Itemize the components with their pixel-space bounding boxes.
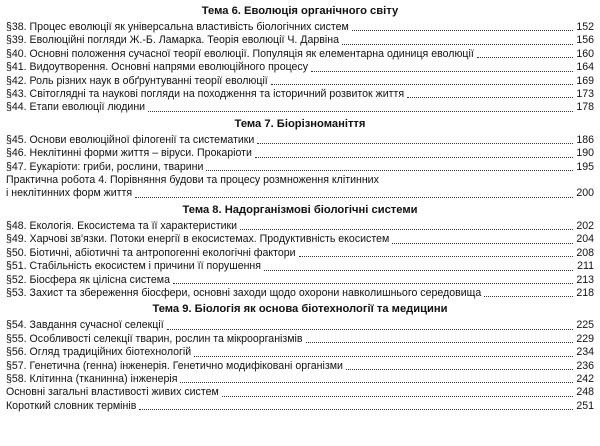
entry-title: §56. Огляд традиційних біотехнологій bbox=[6, 346, 192, 359]
section-theme-9 bbox=[6, 302, 594, 413]
section-heading: Тема 6. Еволюція органічного світу bbox=[201, 5, 399, 17]
entry-page: 173 bbox=[576, 88, 594, 101]
entry-title: §45. Основи еволюційної філогенії та систематики bbox=[6, 133, 255, 146]
practical-title-line2-wrap bbox=[6, 187, 594, 200]
dot-leader bbox=[173, 283, 573, 284]
entry-page: 204 bbox=[576, 233, 594, 246]
entry-title: §44. Етапи еволюції людини bbox=[6, 101, 146, 114]
entry-title: §49. Харчові зв'язки. Потоки енергії в екосистемах. Продуктивність екосистем bbox=[6, 233, 390, 246]
entry-title: §53. Захист та збереження біосфери, основні заходи щодо охорони навколишнього середовища bbox=[6, 286, 482, 299]
section-heading: Тема 8. Надорганізмові біологічні системи bbox=[182, 203, 418, 216]
dot-leader bbox=[206, 170, 573, 171]
entry-title: §54. Завдання сучасної селекції bbox=[6, 319, 164, 332]
entry-page: 248 bbox=[576, 386, 594, 399]
section-theme-8 bbox=[6, 203, 594, 300]
toc-entry[interactable] bbox=[6, 386, 594, 399]
practical-title-block bbox=[6, 174, 594, 201]
dot-leader bbox=[194, 356, 573, 357]
toc-entry[interactable] bbox=[6, 34, 594, 47]
toc-entry[interactable] bbox=[6, 61, 594, 74]
entry-list bbox=[6, 319, 594, 413]
entry-page: 164 bbox=[576, 61, 594, 74]
entry-page: 213 bbox=[576, 273, 594, 286]
toc-entry[interactable] bbox=[6, 220, 594, 233]
dot-leader bbox=[257, 143, 573, 144]
entry-title: §41. Видоутворення. Основні напрями еволюційного процесу bbox=[6, 61, 309, 74]
dot-leader bbox=[346, 369, 573, 370]
toc-entry[interactable] bbox=[6, 274, 594, 287]
entry-title: §55. Особливості селекції тварин, рослин та мікроорганізмів bbox=[6, 332, 303, 345]
toc-entry[interactable] bbox=[6, 287, 594, 300]
entry-page: 218 bbox=[576, 286, 594, 299]
entry-page: 169 bbox=[576, 74, 594, 87]
entry-page: 229 bbox=[576, 332, 594, 345]
toc-entry[interactable] bbox=[6, 48, 594, 61]
entry-page: 195 bbox=[576, 160, 594, 173]
entry-title: §47. Еукаріоти: гриби, рослини, тварини bbox=[6, 160, 204, 173]
dot-leader bbox=[477, 57, 573, 58]
dot-leader bbox=[148, 111, 573, 112]
toc-entry[interactable] bbox=[6, 21, 594, 34]
dot-leader bbox=[484, 296, 573, 297]
dot-leader bbox=[306, 342, 573, 343]
section-theme-6 bbox=[6, 4, 594, 115]
entry-title: §57. Генетична (генна) інженерія. Генетично модифіковані організми bbox=[6, 359, 343, 372]
dot-leader bbox=[222, 396, 573, 397]
toc-entry[interactable] bbox=[6, 161, 594, 174]
entry-page: 160 bbox=[576, 47, 594, 60]
dot-leader bbox=[299, 256, 573, 257]
entry-page: 156 bbox=[576, 34, 594, 47]
entry-list bbox=[6, 21, 594, 115]
section-heading: Тема 7. Біорізноманіття bbox=[234, 117, 366, 130]
entry-page: 236 bbox=[576, 359, 594, 372]
entry-page: 202 bbox=[576, 219, 594, 232]
dot-leader bbox=[342, 44, 573, 45]
dot-leader bbox=[167, 329, 573, 330]
entry-title: §52. Біосфера як цілісна система bbox=[6, 273, 170, 286]
dot-leader bbox=[255, 157, 573, 158]
toc-entry[interactable] bbox=[6, 247, 594, 260]
dot-leader bbox=[352, 30, 573, 31]
section-heading: Тема 9. Біологія як основа біотехнології та медицини bbox=[152, 303, 448, 316]
dot-leader bbox=[392, 243, 573, 244]
toc-entry[interactable] bbox=[6, 134, 594, 147]
section-theme-7 bbox=[6, 117, 594, 201]
toc-entry[interactable] bbox=[6, 233, 594, 246]
entry-title: §40. Основні положення сучасної теорії еволюції. Популяція як елементарна одиниця еволюції bbox=[6, 47, 474, 60]
entry-page: 208 bbox=[576, 246, 594, 259]
entry-page: 190 bbox=[576, 147, 594, 160]
entry-title: §43. Світоглядні та наукові погляди на походження та історичний розвиток життя bbox=[6, 88, 405, 101]
entry-title: §42. Роль різних наук в обґрунтуванні теорії еволюції bbox=[6, 74, 268, 87]
entry-title: §58. Клітинна (тканинна) інженерія bbox=[6, 372, 178, 385]
toc-entry[interactable] bbox=[6, 319, 594, 332]
dot-leader bbox=[407, 97, 573, 98]
toc-entry[interactable] bbox=[6, 346, 594, 359]
toc-entry[interactable] bbox=[6, 260, 594, 273]
toc-entry[interactable] bbox=[6, 101, 594, 114]
entry-page: 186 bbox=[576, 133, 594, 146]
entry-title: §48. Екологія. Екосистема та її характеристики bbox=[6, 219, 238, 232]
entry-title: §38. Процес еволюції як універсальна властивість біологічних систем bbox=[6, 21, 349, 33]
toc-entry[interactable] bbox=[6, 88, 594, 101]
toc-entry-practical[interactable] bbox=[6, 174, 594, 201]
dot-leader bbox=[180, 382, 573, 383]
dot-leader bbox=[271, 84, 573, 85]
practical-title-line2: і неклітинних форм життя bbox=[6, 187, 133, 200]
dot-leader bbox=[264, 270, 573, 271]
toc-entry[interactable] bbox=[6, 360, 594, 373]
dot-leader bbox=[311, 71, 573, 72]
entry-page: 178 bbox=[576, 101, 594, 114]
dot-leader bbox=[139, 409, 573, 410]
entry-page: 251 bbox=[576, 399, 594, 412]
entry-list bbox=[6, 220, 594, 300]
practical-title-line1: Практична робота 4. Порівняння будови та процесу розмноження клітинних bbox=[6, 174, 379, 187]
dot-leader bbox=[135, 197, 573, 198]
entry-page: 152 bbox=[576, 21, 594, 33]
toc-entry[interactable] bbox=[6, 147, 594, 160]
entry-list bbox=[6, 134, 594, 201]
entry-title: §39. Еволюційні погляди Ж.-Б. Ламарка. Теорія еволюції Ч. Дарвіна bbox=[6, 34, 339, 47]
entry-title: §46. Неклітинні форми життя – віруси. Прокаріоти bbox=[6, 147, 252, 160]
toc-entry[interactable] bbox=[6, 373, 594, 386]
dot-leader bbox=[240, 229, 573, 230]
entry-title: Короткий словник термінів bbox=[6, 399, 137, 412]
entry-page: 200 bbox=[576, 187, 594, 200]
entry-title: §51. Стабільність екосистем і причини її порушення bbox=[6, 260, 262, 273]
entry-title: §50. Біотичні, абіотичні та антропогенні екологічні фактори bbox=[6, 246, 296, 259]
entry-page: 211 bbox=[577, 260, 594, 273]
toc-entry[interactable] bbox=[6, 333, 594, 346]
toc-entry[interactable] bbox=[6, 75, 594, 88]
toc-entry[interactable] bbox=[6, 400, 594, 413]
entry-page: 234 bbox=[576, 346, 594, 359]
entry-page: 225 bbox=[576, 319, 594, 332]
entry-title: Основні загальні властивості живих систем bbox=[6, 386, 219, 399]
entry-page: 242 bbox=[576, 372, 594, 385]
